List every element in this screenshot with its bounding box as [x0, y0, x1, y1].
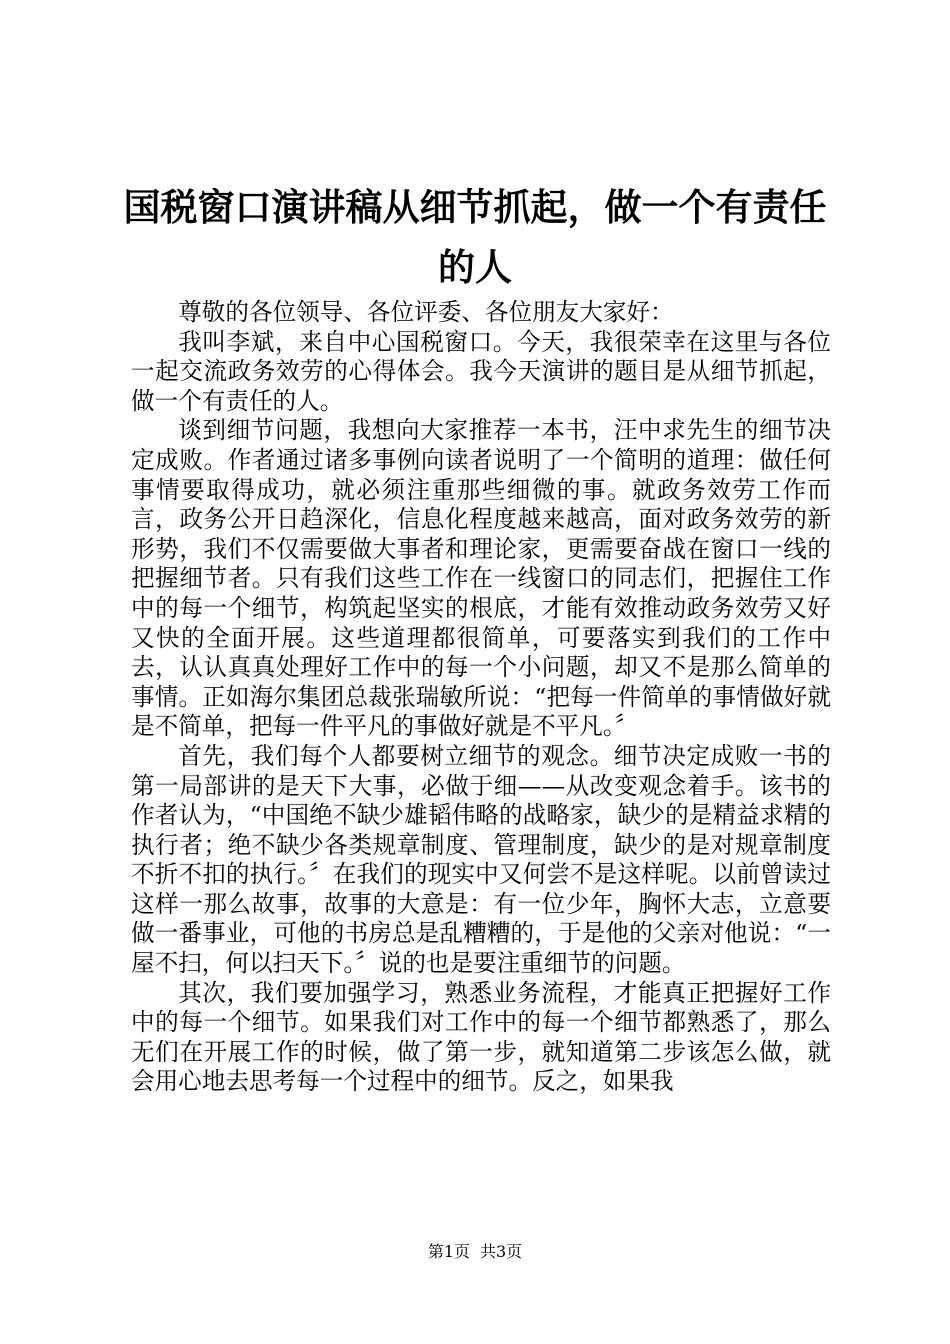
- document-body: [131, 298, 831, 1188]
- paragraph-details-book: 谈到细节问题，我想向大家推荐一本书，汪中求先生的细节决定成败。作者通过诸多事例向读者说明了一个简明的道理：做任何事情要取得成功，就必须注重那些细微的事。就政务效劳工作而言，政务公开日趋深化，信息化程度越来越高，面对政务效劳的新形势，我们不仅需要做大事者和理论家，更需要奋战在窗口一线的把握细节者。只有我们这些工作在一线窗口的同志们，把握住工作中的每一个细节，构筑起坚实的根底，才能有效推动政务效劳又好又快的全面开展。这些道理都很简单，可要落实到我们的工作中去，认认真真处理好工作中的每一个小问题，却又不是那么简单的事情。正如海尔集团总裁张瑞敏所说：“把每一件简单的事情做好就是不简单，把每一件平凡的事做好就是不平凡。〞: [131, 416, 831, 741]
- paragraph-second-point: 其次，我们要加强学习，熟悉业务流程，才能真正把握好工作中的每一个细节。如果我们对工作中的每一个细节都熟悉了，那么无们在开展工作的时候，做了第一步，就知道第二步该怎么做，就会用心地去思考每一个过程中的细节。反之，如果我: [131, 978, 831, 1096]
- document-title: 国税窗口演讲稿从细节抓起，做一个有责任的人: [123, 186, 827, 289]
- page-footer: [0, 1242, 950, 1262]
- paragraph-introduction: 我叫李斌，来自中心国税窗口。今天，我很荣幸在这里与各位一起交流政务效劳的心得体会。我今天演讲的题目是从细节抓起，做一个有责任的人。: [131, 327, 831, 415]
- paragraph-first-point: 首先，我们每个人都要树立细节的观念。细节决定成败一书的第一局部讲的是天下大事，必做于细——从改变观念着手。该书的作者认为，“中国绝不缺少雄韬伟略的战略家，缺少的是精益求精的执行者；绝不缺少各类规章制度、管理制度，缺少的是对规章制度不折不扣的执行。〞在我们的现实中又何尝不是这样呢。以前曾读过这样一那么故事，故事的大意是：有一位少年，胸怀大志，立意要做一番事业，可他的书房总是乱糟糟的，于是他的父亲对他说：“一屋不扫，何以扫天下。〞说的也是要注重细节的问题。: [131, 741, 831, 978]
- page-number: 第1页: [427, 1242, 470, 1261]
- page-total: 共3页: [480, 1242, 523, 1261]
- paragraph-greeting: 尊敬的各位领导、各位评委、各位朋友大家好：: [178, 298, 674, 326]
